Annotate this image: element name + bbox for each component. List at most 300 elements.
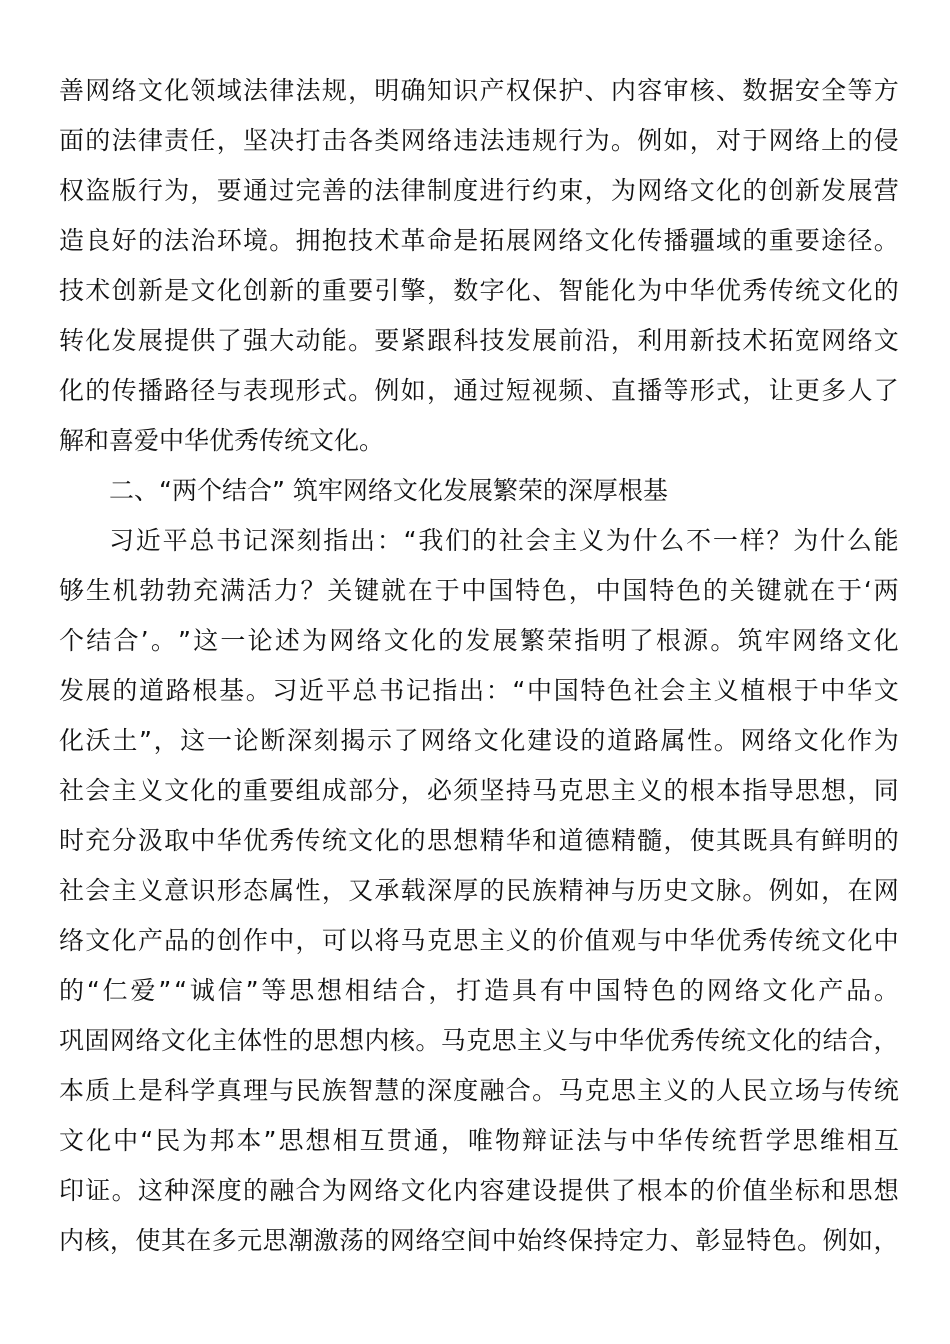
- text-char: 荡: [338, 1226, 364, 1255]
- text-line: [59, 366, 899, 416]
- text-char: 源: [683, 626, 709, 655]
- text-char: 中: [663, 926, 689, 955]
- text-char: 决: [269, 126, 295, 155]
- text-char: 荣: [547, 626, 573, 655]
- text-char: 坚: [479, 776, 505, 805]
- text-char: 术: [374, 226, 400, 255]
- text-char: 民: [742, 1076, 768, 1105]
- text-char: 作: [242, 926, 268, 955]
- text-char: 抱: [321, 226, 347, 255]
- text-char: 特: [746, 1226, 772, 1255]
- text-line: [59, 816, 899, 866]
- text-char: 道: [607, 726, 633, 755]
- text-char: 色: [676, 576, 702, 605]
- text-char: 通: [242, 176, 268, 205]
- text-line: [59, 266, 899, 316]
- text-char: 的: [847, 126, 873, 155]
- text-char: 疆: [689, 226, 715, 255]
- text-char: 络: [663, 176, 689, 205]
- text-char: 性: [687, 726, 713, 755]
- text-char: 法: [479, 126, 505, 155]
- text-char: 有: [794, 826, 820, 855]
- text-char: 充: [85, 826, 111, 855]
- text-char: 特: [623, 976, 649, 1005]
- text-char: 法: [295, 76, 321, 105]
- text-char: 核: [689, 76, 715, 105]
- text-char: 的: [471, 526, 497, 555]
- text-char: 的: [216, 776, 242, 805]
- text-char: 样: [739, 526, 765, 555]
- text-char: 络: [447, 726, 473, 755]
- text-char: 设: [553, 726, 579, 755]
- text-char: 合: [505, 1076, 531, 1105]
- text-char: 的: [295, 276, 321, 305]
- text-char: 始: [517, 1226, 543, 1255]
- text-char: 主: [479, 926, 505, 955]
- text-char: 值: [742, 1176, 768, 1205]
- text-char: 善: [321, 176, 347, 205]
- text-char: 统: [321, 826, 347, 855]
- text-char: 领: [190, 76, 216, 105]
- text-char: 法: [242, 76, 268, 105]
- text-char: 播: [637, 376, 663, 405]
- text-char: 制: [426, 176, 452, 205]
- text-char: 要: [348, 276, 374, 305]
- text-char: 深: [190, 1176, 216, 1205]
- text-char: “: [86, 976, 100, 1005]
- text-char: 保: [532, 76, 558, 105]
- text-char: 主: [111, 776, 137, 805]
- text-char: 这: [180, 726, 206, 755]
- text-char: 行: [137, 176, 163, 205]
- text-char: 术: [742, 326, 768, 355]
- text-char: 的: [797, 1026, 823, 1055]
- text-char: 思: [794, 776, 820, 805]
- text-char: 各: [348, 126, 374, 155]
- text-char: 优: [716, 926, 742, 955]
- text-char: 场: [794, 1076, 820, 1105]
- text-char: 爱: [130, 976, 156, 1005]
- text-char: 指: [742, 776, 768, 805]
- text-char: 、: [532, 276, 558, 305]
- text-char: 如: [794, 876, 820, 905]
- text-char: 打: [456, 976, 482, 1005]
- text-char: 人: [847, 376, 873, 405]
- text-char: 们: [445, 526, 471, 555]
- text-char: 会: [85, 776, 111, 805]
- text-char: 创: [216, 926, 242, 955]
- text-char: 本: [59, 1076, 85, 1105]
- text-char: 华: [847, 676, 873, 705]
- text-char: 既: [742, 826, 768, 855]
- text-char: 化: [873, 626, 899, 655]
- text-char: 网: [792, 626, 818, 655]
- text-char: 与: [603, 1126, 629, 1155]
- text-char: 法: [374, 176, 400, 205]
- text-char: 物: [494, 1126, 520, 1155]
- text-char: ，: [348, 76, 374, 105]
- text-char: 承: [374, 876, 400, 905]
- text-line: [59, 116, 899, 166]
- text-char: 发: [465, 626, 491, 655]
- text-char: 马: [440, 1026, 466, 1055]
- text-char: 文: [59, 1126, 85, 1155]
- text-char: 展: [492, 626, 518, 655]
- text-char: 秀: [669, 1026, 695, 1055]
- text-char: 。: [111, 1176, 137, 1205]
- text-char: 展: [532, 326, 558, 355]
- text-char: 出: [459, 676, 485, 705]
- text-char: 记: [405, 676, 431, 705]
- text-char: 明: [374, 76, 400, 105]
- text-char: 中: [630, 1126, 656, 1155]
- text-char: 与: [821, 1076, 847, 1105]
- text-char: 新: [689, 326, 715, 355]
- text-char: 进: [479, 176, 505, 205]
- text-char: 形: [216, 876, 242, 905]
- text-char: 中: [593, 1026, 619, 1055]
- text-char: 精: [558, 876, 584, 905]
- text-char: 相: [846, 1126, 872, 1155]
- text-char: 识: [453, 76, 479, 105]
- text-char: 脉: [716, 876, 742, 905]
- text-char: 动: [295, 326, 321, 355]
- text-char: 前: [558, 326, 584, 355]
- text-char: 。: [610, 126, 636, 155]
- text-char: 科: [453, 326, 479, 355]
- text-char: 国: [622, 576, 648, 605]
- text-char: 文: [190, 276, 216, 305]
- text-char: 机: [112, 576, 138, 605]
- text-char: ，: [426, 276, 452, 305]
- text-char: 新: [794, 176, 820, 205]
- text-char: 拓: [768, 326, 794, 355]
- text-char: 规: [532, 126, 558, 155]
- text-char: 克: [426, 926, 452, 955]
- text-char: 想: [305, 1126, 331, 1155]
- text-char: 度: [453, 1076, 479, 1105]
- text-char: 社: [59, 876, 85, 905]
- text-char: 直: [610, 376, 636, 405]
- text-char: 两: [873, 576, 899, 605]
- text-char: 性: [295, 876, 321, 905]
- text-char: 中: [491, 1226, 517, 1255]
- text-char: 与: [216, 376, 242, 405]
- text-char: 维: [819, 1126, 845, 1155]
- text-char: 品: [164, 926, 190, 955]
- text-char: 华: [689, 926, 715, 955]
- text-char: 等: [847, 76, 873, 105]
- text-char: 以: [348, 926, 374, 955]
- text-char: 刻: [296, 526, 322, 555]
- text-char: 用: [663, 326, 689, 355]
- text-char: 命: [426, 226, 452, 255]
- text-char: 克: [466, 1026, 492, 1055]
- text-char: 平: [325, 676, 351, 705]
- text-char: 总: [352, 676, 378, 705]
- text-char: 的: [742, 226, 768, 255]
- text-char: 是: [164, 276, 190, 305]
- text-char: 示: [367, 726, 393, 755]
- text-char: ，: [426, 376, 452, 405]
- text-line: [59, 516, 899, 566]
- text-char: 约: [532, 176, 558, 205]
- text-char: 的: [479, 876, 505, 905]
- text-char: 勃: [139, 576, 165, 605]
- document-body: [59, 66, 899, 1266]
- text-char: 一: [712, 526, 738, 555]
- text-char: 击: [321, 126, 347, 155]
- text-char: 唯: [467, 1126, 493, 1155]
- text-char: 彰: [695, 1226, 721, 1255]
- text-char: 什: [820, 526, 846, 555]
- text-char: 取: [164, 826, 190, 855]
- text-char: 基: [219, 676, 245, 705]
- text-char: ：: [485, 676, 511, 705]
- text-line: [59, 1216, 899, 1266]
- text-char: 治: [190, 226, 216, 255]
- text-char: 什: [632, 526, 658, 555]
- text-char: 髓: [637, 826, 663, 855]
- text-char: 巩: [59, 1026, 85, 1055]
- text-char: 过: [269, 176, 295, 205]
- text-char: 文: [821, 926, 847, 955]
- text-char: 了: [393, 726, 419, 755]
- text-char: 思: [426, 826, 452, 855]
- text-char: 印: [59, 1176, 85, 1205]
- text-char: 拥: [295, 226, 321, 255]
- text-char: 传: [768, 276, 794, 305]
- text-char: 化: [847, 276, 873, 305]
- text-char: 文: [821, 276, 847, 305]
- text-char: 内: [610, 76, 636, 105]
- text-char: 了: [610, 1176, 636, 1205]
- text-char: 分: [111, 826, 137, 855]
- text-char: 鲜: [821, 826, 847, 855]
- text-char: 文: [873, 676, 899, 705]
- text-char: 要: [216, 176, 242, 205]
- text-char: 径: [847, 226, 873, 255]
- text-char: 够: [59, 576, 85, 605]
- text-char: 想: [317, 976, 343, 1005]
- text-char: 转: [59, 326, 85, 355]
- text-char: 现: [269, 376, 295, 405]
- text-char: 强: [242, 326, 268, 355]
- text-char: 本: [236, 1126, 262, 1155]
- text-char: 、: [669, 1226, 695, 1255]
- text-char: 化: [86, 1126, 112, 1155]
- text-char: 审: [663, 76, 689, 105]
- text-char: 统: [873, 1076, 899, 1105]
- text-char: 道: [139, 676, 165, 705]
- text-char: 指: [323, 526, 349, 555]
- text-line: [59, 316, 899, 366]
- text-char: 全: [821, 76, 847, 105]
- text-char: 为: [873, 726, 899, 755]
- text-char: 供: [584, 1176, 610, 1205]
- text-char: 根: [637, 1176, 663, 1205]
- text-char: 形: [689, 376, 715, 405]
- text-char: 这: [137, 1176, 163, 1205]
- text-char: 的: [190, 926, 216, 955]
- text-char: 想: [821, 776, 847, 805]
- text-char: 定: [618, 1226, 644, 1255]
- text-char: 。: [797, 1226, 823, 1255]
- text-char: 秀: [269, 826, 295, 855]
- text-char: 网: [420, 726, 446, 755]
- text-char: 束: [558, 176, 584, 205]
- text-char: 中: [461, 576, 487, 605]
- text-char: 么: [659, 526, 685, 555]
- text-char: 德: [584, 826, 610, 855]
- text-char: 视: [532, 376, 558, 405]
- text-char: 知: [426, 76, 452, 105]
- text-char: 能: [873, 526, 899, 555]
- text-char: 法: [164, 226, 190, 255]
- text-char: 式: [716, 376, 742, 405]
- text-line: 解和喜爱中华优秀传统文化。: [59, 426, 385, 455]
- text-char: 对: [716, 126, 742, 155]
- text-char: 利: [637, 326, 663, 355]
- text-line: [59, 616, 899, 666]
- text-char: 化: [771, 1026, 797, 1055]
- text-char: 营: [873, 176, 899, 205]
- text-char: 主: [552, 526, 578, 555]
- text-char: 华: [657, 1126, 683, 1155]
- text-char: 华: [689, 276, 715, 305]
- text-char: 想: [453, 826, 479, 855]
- text-char: 哲: [738, 1126, 764, 1155]
- text-char: 出: [350, 526, 376, 555]
- text-char: 网: [768, 126, 794, 155]
- text-char: 国: [488, 576, 514, 605]
- text-char: 元: [237, 1226, 263, 1255]
- text-char: 具: [511, 976, 537, 1005]
- text-char: 坚: [242, 126, 268, 155]
- text-char: 宽: [794, 326, 820, 355]
- text-char: 明: [601, 626, 627, 655]
- text-char: 例: [637, 126, 663, 155]
- text-char: 一: [206, 726, 232, 755]
- text-char: 。: [150, 626, 176, 655]
- text-char: 上: [111, 1076, 137, 1105]
- text-line: [59, 566, 899, 616]
- text-char: 络: [111, 76, 137, 105]
- text-char: 。: [710, 626, 736, 655]
- text-char: 明: [847, 826, 873, 855]
- text-char: 了: [873, 376, 899, 405]
- text-char: 。: [348, 326, 374, 355]
- text-char: 义: [542, 1026, 568, 1055]
- text-char: 文: [762, 976, 788, 1005]
- text-char: 数: [742, 76, 768, 105]
- text-char: 环: [216, 226, 242, 255]
- text-line: [59, 866, 899, 916]
- text-char: 展: [85, 676, 111, 705]
- text-char: 发: [821, 176, 847, 205]
- text-char: 完: [295, 176, 321, 205]
- text-char: 为: [182, 1126, 208, 1155]
- text-char: 书: [216, 526, 242, 555]
- text-char: 思: [313, 1026, 339, 1055]
- text-char: 于: [434, 576, 460, 605]
- text-char: 路: [164, 376, 190, 405]
- text-char: ，: [742, 376, 768, 405]
- text-char: 结: [372, 976, 398, 1005]
- text-char: 厚: [453, 876, 479, 905]
- text-char: 化: [190, 776, 216, 805]
- text-char: 为: [302, 626, 328, 655]
- text-char: 发: [505, 326, 531, 355]
- text-char: “: [512, 676, 526, 705]
- text-char: 想: [338, 1026, 364, 1055]
- text-char: 中: [663, 276, 689, 305]
- text-char: 。: [348, 376, 374, 405]
- text-char: ？: [300, 576, 326, 605]
- text-char: 总: [189, 526, 215, 555]
- text-char: 网: [532, 226, 558, 255]
- text-line: [59, 166, 899, 216]
- text-char: 勃: [166, 576, 192, 605]
- text-char: 路: [165, 676, 191, 705]
- text-char: 络: [767, 726, 793, 755]
- text-char: 为: [793, 526, 819, 555]
- text-char: 的: [679, 976, 705, 1005]
- text-char: 化: [85, 326, 111, 355]
- text-char: 道: [558, 826, 584, 855]
- text-char: 结: [86, 626, 112, 655]
- section-heading: 二、“两个结合” 筑牢网络文化发展繁荣的深厚根基: [109, 476, 668, 505]
- text-char: 术: [85, 276, 111, 305]
- text-char: 仁: [102, 976, 128, 1005]
- text-char: 方: [873, 76, 899, 105]
- text-char: 智: [348, 1076, 374, 1105]
- text-line: [59, 1066, 899, 1116]
- text-char: 善: [59, 76, 85, 105]
- text-char: 权: [505, 76, 531, 105]
- text-char: ‘: [863, 576, 872, 605]
- text-char: 网: [821, 326, 847, 355]
- text-char: 的: [689, 1076, 715, 1105]
- text-char: 字: [479, 276, 505, 305]
- text-char: 揭: [340, 726, 366, 755]
- text-char: 保: [568, 1226, 594, 1255]
- text-char: 载: [400, 876, 426, 905]
- text-char: 时: [59, 826, 85, 855]
- text-char: 义: [579, 526, 605, 555]
- text-char: 合: [400, 976, 426, 1005]
- text-char: 统: [794, 926, 820, 955]
- text-char: 与: [637, 926, 663, 955]
- text-char: 秀: [742, 276, 768, 305]
- text-char: 展: [847, 176, 873, 205]
- text-char: 侵: [873, 126, 899, 155]
- text-char: 在: [186, 1226, 212, 1255]
- text-char: 域: [216, 76, 242, 105]
- text-char: 思: [453, 926, 479, 955]
- text-line: [59, 66, 899, 116]
- text-char: 相: [332, 1126, 358, 1155]
- text-char: 大: [269, 326, 295, 355]
- text-char: 紧: [400, 326, 426, 355]
- text-char: 为: [610, 176, 636, 205]
- text-char: 短: [505, 376, 531, 405]
- text-char: 核: [389, 1026, 415, 1055]
- text-char: 权: [59, 176, 85, 205]
- text-char: 网: [85, 76, 111, 105]
- text-char: 展: [505, 226, 531, 255]
- text-char: 造: [59, 226, 85, 255]
